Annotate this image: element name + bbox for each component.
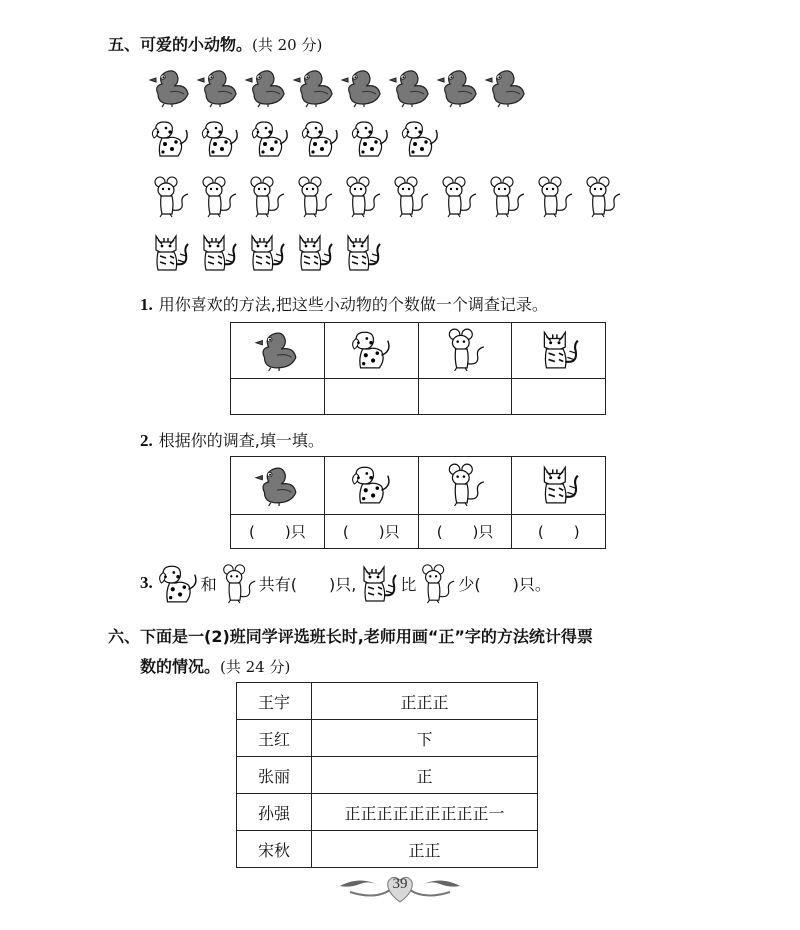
tally-marks: 下 bbox=[312, 720, 538, 757]
record-cell-mouse[interactable] bbox=[418, 379, 512, 415]
question-3-and: 和 bbox=[200, 574, 217, 594]
tally-marks: 正正正 bbox=[312, 683, 538, 720]
count-header-dog bbox=[324, 457, 418, 515]
question-3-total-blank[interactable]: 共有( )只, bbox=[258, 574, 357, 594]
duck-icon bbox=[196, 64, 240, 108]
dog-icon bbox=[248, 116, 292, 160]
mouse-icon bbox=[292, 174, 336, 218]
dog-icon bbox=[398, 116, 442, 160]
count-blank-duck[interactable]: ( )只 bbox=[231, 515, 325, 549]
mouse-icon bbox=[580, 174, 624, 218]
candidate-name: 王宇 bbox=[237, 683, 312, 720]
question-1-number: 1. bbox=[140, 295, 153, 314]
question-3 bbox=[140, 560, 551, 606]
section6-title-line2-text: 数的情况。 bbox=[140, 657, 221, 676]
tally-marks: 正 bbox=[312, 757, 538, 794]
mouse-icon bbox=[484, 174, 528, 218]
duck-icon bbox=[484, 64, 528, 108]
count-blank-dog[interactable]: ( )只 bbox=[324, 515, 418, 549]
duck-icon bbox=[340, 64, 384, 108]
question-2-number: 2. bbox=[140, 431, 153, 450]
cat-row bbox=[148, 230, 384, 274]
vote-row bbox=[237, 683, 538, 720]
question-3-number: 3. bbox=[140, 573, 153, 592]
tally-marks: 正正正正正正正正正一 bbox=[312, 794, 538, 831]
cat-icon bbox=[148, 230, 192, 274]
mouse-icon bbox=[340, 174, 384, 218]
cat-icon bbox=[244, 230, 288, 274]
section6-title-line1: 六、下面是一(2)班同学评选班长时,老师用画“正”字的方法统计得票 bbox=[108, 627, 593, 646]
mouse-icon bbox=[436, 174, 480, 218]
record-cell-cat[interactable] bbox=[512, 379, 606, 415]
mouse-row bbox=[148, 174, 624, 218]
cat-icon bbox=[536, 326, 582, 372]
dog-icon bbox=[348, 326, 394, 372]
question-3-less-blank[interactable]: 少( )只。 bbox=[458, 574, 551, 594]
record-cell-dog[interactable] bbox=[324, 379, 418, 415]
record-header-dog bbox=[324, 323, 418, 379]
candidate-name: 张丽 bbox=[237, 757, 312, 794]
dog-row bbox=[148, 116, 442, 160]
candidate-name: 王红 bbox=[237, 720, 312, 757]
mouse-icon bbox=[196, 174, 240, 218]
duck-icon bbox=[436, 64, 480, 108]
page-number: 39 bbox=[392, 876, 408, 892]
duck-icon bbox=[244, 64, 288, 108]
question-2 bbox=[140, 428, 324, 451]
question-1-text: 用你喜欢的方法,把这些小动物的个数做一个调查记录。 bbox=[158, 295, 548, 314]
dog-icon bbox=[148, 116, 192, 160]
section5-score: (共 20 分) bbox=[252, 36, 323, 54]
dog-icon bbox=[155, 560, 201, 606]
count-header-duck bbox=[231, 457, 325, 515]
dog-icon bbox=[348, 116, 392, 160]
duck-icon bbox=[148, 64, 192, 108]
duck-icon bbox=[388, 64, 432, 108]
record-header-duck bbox=[231, 323, 325, 379]
count-header-mouse bbox=[418, 457, 512, 515]
mouse-icon bbox=[388, 174, 432, 218]
record-header-mouse bbox=[418, 323, 512, 379]
cat-icon bbox=[356, 560, 400, 606]
vote-row bbox=[237, 757, 538, 794]
question-2-text: 根据你的调查,填一填。 bbox=[158, 431, 324, 450]
cat-icon bbox=[340, 230, 384, 274]
mouse-icon bbox=[442, 326, 488, 372]
mouse-icon bbox=[148, 174, 192, 218]
record-cell-duck[interactable] bbox=[231, 379, 325, 415]
count-header-cat bbox=[512, 457, 606, 515]
candidate-name: 宋秋 bbox=[237, 831, 312, 868]
section5-title-text: 五、可爱的小动物。 bbox=[108, 35, 253, 54]
duck-icon bbox=[254, 461, 300, 507]
section6-title-line2 bbox=[140, 654, 290, 677]
mouse-icon bbox=[416, 560, 458, 606]
dog-icon bbox=[198, 116, 242, 160]
cat-icon bbox=[292, 230, 336, 274]
count-blank-cat[interactable]: ( ) bbox=[512, 515, 606, 549]
vote-row bbox=[237, 794, 538, 831]
vote-row bbox=[237, 831, 538, 868]
record-header-cat bbox=[512, 323, 606, 379]
duck-icon bbox=[292, 64, 336, 108]
mouse-icon bbox=[217, 560, 259, 606]
duck-row bbox=[148, 64, 528, 108]
candidate-name: 孙强 bbox=[237, 794, 312, 831]
page-number-ornament bbox=[330, 866, 470, 906]
dog-icon bbox=[348, 461, 394, 507]
dog-icon bbox=[298, 116, 342, 160]
mouse-icon bbox=[442, 461, 488, 507]
vote-row bbox=[237, 720, 538, 757]
record-table bbox=[230, 322, 606, 415]
duck-icon bbox=[254, 326, 300, 372]
mouse-icon bbox=[532, 174, 576, 218]
section6-score: (共 24 分) bbox=[220, 658, 291, 676]
vote-tally-table bbox=[236, 682, 538, 868]
cat-icon bbox=[536, 461, 582, 507]
cat-icon bbox=[196, 230, 240, 274]
question-1 bbox=[140, 292, 548, 315]
question-3-compare: 比 bbox=[400, 574, 417, 594]
section5-title bbox=[108, 32, 322, 55]
tally-marks: 正正 bbox=[312, 831, 538, 868]
count-table bbox=[230, 456, 606, 549]
mouse-icon bbox=[244, 174, 288, 218]
count-blank-mouse[interactable]: ( )只 bbox=[418, 515, 512, 549]
